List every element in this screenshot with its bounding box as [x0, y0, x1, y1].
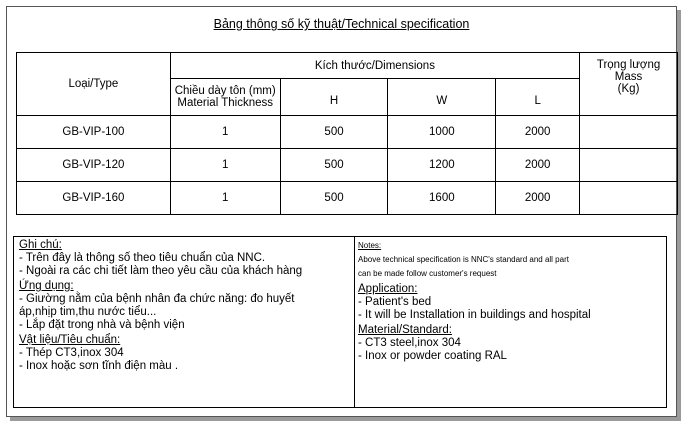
- row-thickness: 1: [170, 149, 280, 182]
- document-title: [7, 17, 676, 31]
- notes-vi-line-2: - Ngoài ra các chi tiết làm theo yêu cầu của khách hàng: [19, 265, 303, 277]
- header-row-1: [17, 53, 678, 79]
- notes-en-line-2: can be made follow customer's request: [358, 269, 497, 278]
- document-title-text: Bảng thông số kỹ thuật/Technical specification: [213, 17, 470, 31]
- application-vi-line-1b: áp,nhịp tim,thu nước tiểu...: [19, 306, 157, 318]
- row-mass: [580, 116, 678, 149]
- h-header: H: [280, 79, 388, 116]
- thickness-header-line-1: Chiều dày tôn (mm): [174, 85, 276, 97]
- notes-vi-line-1: - Trên đây là thông số theo tiêu chuẩn của NNC.: [19, 252, 266, 264]
- material-en-heading: Material/Standard:: [358, 324, 452, 336]
- notes-en-line-1: Above technical specification is NNC's standard and all part: [358, 255, 569, 264]
- table-row: [17, 182, 678, 215]
- row-type: GB-VIP-160: [17, 182, 171, 215]
- row-h: 500: [280, 116, 388, 149]
- type-header: Loại/Type: [17, 53, 171, 116]
- mass-header: [580, 53, 678, 116]
- thickness-header: [170, 79, 280, 116]
- notes-vietnamese: [19, 239, 351, 373]
- material-vi-line-1: - Thép CT3,inox 304: [19, 347, 124, 359]
- row-l: 2000: [496, 149, 580, 182]
- row-thickness: 1: [170, 182, 280, 215]
- notes-english: [358, 239, 664, 363]
- row-h: 500: [280, 182, 388, 215]
- material-en-line-2: - Inox or powder coating RAL: [358, 350, 507, 362]
- row-w: 1200: [388, 149, 496, 182]
- notes-box: [13, 236, 667, 408]
- row-type: GB-VIP-120: [17, 149, 171, 182]
- table-row: [17, 116, 678, 149]
- l-header: L: [496, 79, 580, 116]
- material-vi-line-2: - Inox hoặc sơn tĩnh điện màu .: [19, 360, 179, 372]
- mass-header-line-1: Trọng lượng: [596, 59, 661, 71]
- mass-header-line-2: Mass: [614, 71, 643, 83]
- row-w: 1600: [388, 182, 496, 215]
- application-en-heading: Application:: [358, 283, 418, 295]
- row-l: 2000: [496, 116, 580, 149]
- notes-en-heading: Notes:: [358, 241, 382, 250]
- material-en-line-1: - CT3 steel,inox 304: [358, 337, 461, 349]
- application-vi-line-2: - Lắp đặt trong nhà và bệnh viện: [19, 319, 185, 331]
- dimensions-header: Kích thước/Dimensions: [170, 53, 579, 79]
- row-l: 2000: [496, 182, 580, 215]
- application-vi-heading: Ứng dụng:: [19, 280, 74, 292]
- table-row: [17, 149, 678, 182]
- mass-header-line-3: (Kg): [617, 83, 640, 95]
- notes-divider: [354, 237, 355, 407]
- row-mass: [580, 149, 678, 182]
- w-header: W: [388, 79, 496, 116]
- row-type: GB-VIP-100: [17, 116, 171, 149]
- notes-vi-heading: Ghi chú:: [19, 239, 62, 251]
- spec-table: [16, 52, 678, 215]
- row-w: 1000: [388, 116, 496, 149]
- application-en-line-2: - It will be Installation in buildings and hospital: [358, 309, 591, 321]
- application-en-line-1: - Patient's bed: [358, 296, 432, 308]
- row-mass: [580, 182, 678, 215]
- material-vi-heading: Vật liệu/Tiêu chuẩn:: [19, 334, 121, 346]
- thickness-header-line-2: Material Thickness: [177, 97, 274, 109]
- application-vi-line-1a: - Giường nằm của bệnh nhân đa chức năng: đo huyết: [19, 293, 295, 305]
- row-h: 500: [280, 149, 388, 182]
- row-thickness: 1: [170, 116, 280, 149]
